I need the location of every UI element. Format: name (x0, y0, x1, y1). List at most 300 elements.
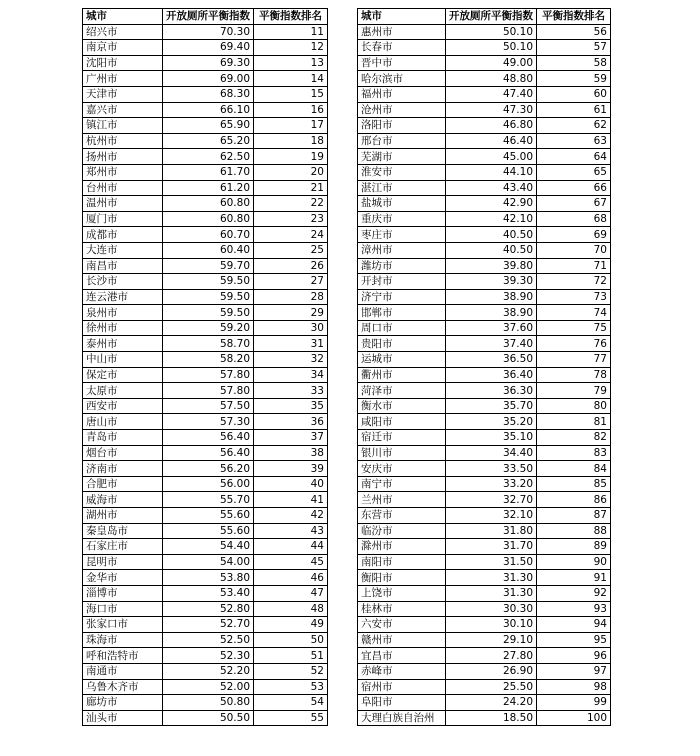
table-row (358, 461, 611, 477)
city-cell: 呼和浩特市 (83, 648, 163, 664)
table-row (358, 617, 611, 633)
index-cell: 36.30 (446, 383, 537, 399)
table-row (83, 430, 328, 446)
index-cell: 52.50 (163, 632, 254, 648)
rank-cell: 36 (254, 414, 328, 430)
table-row (358, 492, 611, 508)
index-cell: 62.50 (163, 149, 254, 165)
index-cell: 59.50 (163, 289, 254, 305)
rank-cell: 89 (537, 539, 611, 555)
index-cell: 24.20 (446, 695, 537, 711)
city-cell: 台州市 (83, 180, 163, 196)
table-row (83, 40, 328, 56)
city-cell: 湛江市 (358, 180, 446, 196)
city-cell: 青岛市 (83, 430, 163, 446)
table-row (358, 539, 611, 555)
table-row (83, 305, 328, 321)
index-cell: 52.00 (163, 679, 254, 695)
city-cell: 连云港市 (83, 289, 163, 305)
table-row (83, 632, 328, 648)
table-row (358, 445, 611, 461)
index-cell: 68.30 (163, 86, 254, 102)
city-cell: 上饶市 (358, 585, 446, 601)
city-cell: 安庆市 (358, 461, 446, 477)
header-index: 开放厕所平衡指数 (163, 9, 254, 25)
index-cell: 58.20 (163, 352, 254, 368)
index-cell: 33.50 (446, 461, 537, 477)
rank-cell: 44 (254, 539, 328, 555)
rank-cell: 33 (254, 383, 328, 399)
city-cell: 海口市 (83, 601, 163, 617)
index-cell: 66.10 (163, 102, 254, 118)
city-cell: 临汾市 (358, 523, 446, 539)
table-header-row (358, 9, 611, 25)
table-row (83, 289, 328, 305)
rank-cell: 25 (254, 242, 328, 258)
index-cell: 57.80 (163, 367, 254, 383)
city-cell: 长春市 (358, 40, 446, 56)
table-body-left (83, 24, 328, 726)
table-row (358, 508, 611, 524)
rank-cell: 22 (254, 196, 328, 212)
city-cell: 泉州市 (83, 305, 163, 321)
index-cell: 58.70 (163, 336, 254, 352)
index-cell: 46.40 (446, 133, 537, 149)
city-cell: 盐城市 (358, 196, 446, 212)
rank-cell: 54 (254, 695, 328, 711)
index-cell: 49.00 (446, 55, 537, 71)
city-cell: 漳州市 (358, 242, 446, 258)
city-cell: 威海市 (83, 492, 163, 508)
rank-cell: 75 (537, 320, 611, 336)
index-cell: 39.30 (446, 274, 537, 290)
city-cell: 金华市 (83, 570, 163, 586)
index-cell: 54.40 (163, 539, 254, 555)
table-row (83, 86, 328, 102)
city-cell: 张家口市 (83, 617, 163, 633)
rank-cell: 47 (254, 585, 328, 601)
index-cell: 56.00 (163, 476, 254, 492)
city-cell: 嘉兴市 (83, 102, 163, 118)
index-cell: 27.80 (446, 648, 537, 664)
city-cell: 贵阳市 (358, 336, 446, 352)
index-cell: 59.20 (163, 320, 254, 336)
rank-cell: 41 (254, 492, 328, 508)
rank-cell: 13 (254, 55, 328, 71)
rank-cell: 62 (537, 118, 611, 134)
city-cell: 汕头市 (83, 710, 163, 726)
rank-cell: 83 (537, 445, 611, 461)
rank-cell: 52 (254, 663, 328, 679)
index-cell: 59.50 (163, 305, 254, 321)
table-row (83, 492, 328, 508)
index-cell: 32.70 (446, 492, 537, 508)
index-cell: 57.30 (163, 414, 254, 430)
rank-cell: 78 (537, 367, 611, 383)
city-cell: 兰州市 (358, 492, 446, 508)
index-cell: 31.30 (446, 570, 537, 586)
table-row (358, 679, 611, 695)
city-cell: 石家庄市 (83, 539, 163, 555)
city-cell: 晋中市 (358, 55, 446, 71)
table-row (358, 320, 611, 336)
rank-cell: 85 (537, 476, 611, 492)
table-row (358, 180, 611, 196)
index-cell: 46.80 (446, 118, 537, 134)
table-row (358, 632, 611, 648)
index-cell: 29.10 (446, 632, 537, 648)
rank-cell: 46 (254, 570, 328, 586)
rank-cell: 51 (254, 648, 328, 664)
index-cell: 50.10 (446, 24, 537, 40)
rank-cell: 67 (537, 196, 611, 212)
city-cell: 昆明市 (83, 554, 163, 570)
city-cell: 衢州市 (358, 367, 446, 383)
rank-cell: 45 (254, 554, 328, 570)
index-cell: 43.40 (446, 180, 537, 196)
table-row (83, 663, 328, 679)
table-row (358, 367, 611, 383)
index-cell: 32.10 (446, 508, 537, 524)
index-cell: 44.10 (446, 164, 537, 180)
header-city: 城市 (83, 9, 163, 25)
city-cell: 淮安市 (358, 164, 446, 180)
index-cell: 45.00 (446, 149, 537, 165)
rank-cell: 99 (537, 695, 611, 711)
city-cell: 烟台市 (83, 445, 163, 461)
index-cell: 69.40 (163, 40, 254, 56)
city-cell: 杭州市 (83, 133, 163, 149)
table-row (358, 352, 611, 368)
rank-cell: 21 (254, 180, 328, 196)
index-cell: 36.40 (446, 367, 537, 383)
table-row (358, 55, 611, 71)
table-row (358, 414, 611, 430)
index-cell: 37.40 (446, 336, 537, 352)
rank-cell: 26 (254, 258, 328, 274)
table-row (83, 585, 328, 601)
index-cell: 35.20 (446, 414, 537, 430)
rank-cell: 97 (537, 663, 611, 679)
city-cell: 太原市 (83, 383, 163, 399)
index-cell: 47.40 (446, 86, 537, 102)
table-row (358, 430, 611, 446)
rank-cell: 27 (254, 274, 328, 290)
table-row (358, 211, 611, 227)
index-cell: 39.80 (446, 258, 537, 274)
index-cell: 55.60 (163, 508, 254, 524)
rank-cell: 64 (537, 149, 611, 165)
table-row (358, 570, 611, 586)
rank-cell: 42 (254, 508, 328, 524)
city-cell: 南京市 (83, 40, 163, 56)
table-row (83, 398, 328, 414)
index-cell: 53.40 (163, 585, 254, 601)
table-row (358, 585, 611, 601)
city-cell: 南阳市 (358, 554, 446, 570)
rank-cell: 81 (537, 414, 611, 430)
city-cell: 南昌市 (83, 258, 163, 274)
city-cell: 哈尔滨市 (358, 71, 446, 87)
index-cell: 56.20 (163, 461, 254, 477)
index-cell: 52.30 (163, 648, 254, 664)
table-row (358, 24, 611, 40)
rank-cell: 32 (254, 352, 328, 368)
city-cell: 秦皇岛市 (83, 523, 163, 539)
city-cell: 六安市 (358, 617, 446, 633)
rank-cell: 29 (254, 305, 328, 321)
table-row (358, 102, 611, 118)
index-cell: 33.20 (446, 476, 537, 492)
table-row (83, 24, 328, 40)
index-cell: 42.90 (446, 196, 537, 212)
table-row (358, 274, 611, 290)
city-cell: 咸阳市 (358, 414, 446, 430)
index-cell: 55.70 (163, 492, 254, 508)
index-cell: 36.50 (446, 352, 537, 368)
index-cell: 57.50 (163, 398, 254, 414)
city-cell: 芜湖市 (358, 149, 446, 165)
index-cell: 60.80 (163, 196, 254, 212)
table-row (358, 133, 611, 149)
index-cell: 52.70 (163, 617, 254, 633)
city-cell: 济宁市 (358, 289, 446, 305)
table-row (83, 258, 328, 274)
index-cell: 38.90 (446, 289, 537, 305)
index-cell: 65.90 (163, 118, 254, 134)
index-cell: 26.90 (446, 663, 537, 679)
table-row (358, 336, 611, 352)
rank-cell: 11 (254, 24, 328, 40)
city-cell: 徐州市 (83, 320, 163, 336)
table-row (83, 180, 328, 196)
city-cell: 合肥市 (83, 476, 163, 492)
city-cell: 济南市 (83, 461, 163, 477)
rank-cell: 66 (537, 180, 611, 196)
table-row (83, 55, 328, 71)
table-row (83, 523, 328, 539)
index-cell: 42.10 (446, 211, 537, 227)
rank-cell: 100 (537, 710, 611, 726)
city-cell: 洛阳市 (358, 118, 446, 134)
index-cell: 61.20 (163, 180, 254, 196)
ranking-table-right (357, 8, 611, 726)
city-cell: 枣庄市 (358, 227, 446, 243)
city-cell: 银川市 (358, 445, 446, 461)
table-row (83, 414, 328, 430)
table-row (358, 305, 611, 321)
table-row (83, 149, 328, 165)
city-cell: 西安市 (83, 398, 163, 414)
index-cell: 30.10 (446, 617, 537, 633)
city-cell: 宜昌市 (358, 648, 446, 664)
rank-cell: 71 (537, 258, 611, 274)
index-cell: 60.40 (163, 242, 254, 258)
table-row (83, 227, 328, 243)
city-cell: 大连市 (83, 242, 163, 258)
index-cell: 52.20 (163, 663, 254, 679)
table-row (83, 679, 328, 695)
index-cell: 50.80 (163, 695, 254, 711)
table-row (358, 258, 611, 274)
rank-cell: 53 (254, 679, 328, 695)
city-cell: 菏泽市 (358, 383, 446, 399)
city-cell: 长沙市 (83, 274, 163, 290)
table-row (358, 601, 611, 617)
rank-cell: 61 (537, 102, 611, 118)
index-cell: 52.80 (163, 601, 254, 617)
city-cell: 南宁市 (358, 476, 446, 492)
rank-cell: 57 (537, 40, 611, 56)
rank-cell: 48 (254, 601, 328, 617)
table-row (358, 663, 611, 679)
rank-cell: 73 (537, 289, 611, 305)
rank-cell: 49 (254, 617, 328, 633)
index-cell: 30.30 (446, 601, 537, 617)
rank-cell: 37 (254, 430, 328, 446)
rank-cell: 43 (254, 523, 328, 539)
rank-cell: 31 (254, 336, 328, 352)
index-cell: 54.00 (163, 554, 254, 570)
table-body-right (358, 24, 611, 726)
rank-cell: 30 (254, 320, 328, 336)
table-row (358, 227, 611, 243)
table-row (83, 320, 328, 336)
city-cell: 郑州市 (83, 164, 163, 180)
table-row (83, 196, 328, 212)
city-cell: 广州市 (83, 71, 163, 87)
rank-cell: 17 (254, 118, 328, 134)
table-row (358, 289, 611, 305)
rank-cell: 96 (537, 648, 611, 664)
rank-cell: 88 (537, 523, 611, 539)
rank-cell: 50 (254, 632, 328, 648)
index-cell: 31.70 (446, 539, 537, 555)
rank-cell: 18 (254, 133, 328, 149)
table-row (358, 476, 611, 492)
table-row (83, 133, 328, 149)
table-row (83, 617, 328, 633)
city-cell: 宿迁市 (358, 430, 446, 446)
city-cell: 桂林市 (358, 601, 446, 617)
index-cell: 65.20 (163, 133, 254, 149)
rank-cell: 56 (537, 24, 611, 40)
rank-cell: 77 (537, 352, 611, 368)
city-cell: 衡水市 (358, 398, 446, 414)
city-cell: 周口市 (358, 320, 446, 336)
table-row (83, 164, 328, 180)
rank-cell: 39 (254, 461, 328, 477)
table-row (83, 102, 328, 118)
table-row (358, 164, 611, 180)
table-row (358, 71, 611, 87)
rank-cell: 84 (537, 461, 611, 477)
table-row (358, 398, 611, 414)
rank-cell: 38 (254, 445, 328, 461)
index-cell: 53.80 (163, 570, 254, 586)
header-rank: 平衡指数排名 (537, 9, 611, 25)
index-cell: 25.50 (446, 679, 537, 695)
city-cell: 珠海市 (83, 632, 163, 648)
rank-cell: 59 (537, 71, 611, 87)
table-row (358, 149, 611, 165)
table-row (83, 710, 328, 726)
city-cell: 中山市 (83, 352, 163, 368)
rank-cell: 95 (537, 632, 611, 648)
table-row (358, 648, 611, 664)
index-cell: 48.80 (446, 71, 537, 87)
rank-cell: 16 (254, 102, 328, 118)
table-row (83, 336, 328, 352)
rank-cell: 76 (537, 336, 611, 352)
index-cell: 40.50 (446, 227, 537, 243)
city-cell: 廊坊市 (83, 695, 163, 711)
table-row (83, 352, 328, 368)
index-cell: 50.50 (163, 710, 254, 726)
rank-cell: 72 (537, 274, 611, 290)
table-row (83, 211, 328, 227)
table-row (358, 242, 611, 258)
index-cell: 38.90 (446, 305, 537, 321)
ranking-table-left (82, 8, 328, 726)
city-cell: 大理白族自治州 (358, 710, 446, 726)
city-cell: 淄博市 (83, 585, 163, 601)
header-rank: 平衡指数排名 (254, 9, 328, 25)
city-cell: 绍兴市 (83, 24, 163, 40)
index-cell: 31.80 (446, 523, 537, 539)
city-cell: 重庆市 (358, 211, 446, 227)
index-cell: 40.50 (446, 242, 537, 258)
city-cell: 扬州市 (83, 149, 163, 165)
index-cell: 56.40 (163, 430, 254, 446)
city-cell: 阜阳市 (358, 695, 446, 711)
index-cell: 47.30 (446, 102, 537, 118)
table-row (83, 118, 328, 134)
rank-cell: 40 (254, 476, 328, 492)
index-cell: 59.70 (163, 258, 254, 274)
index-cell: 57.80 (163, 383, 254, 399)
index-cell: 70.30 (163, 24, 254, 40)
city-cell: 邢台市 (358, 133, 446, 149)
index-cell: 35.70 (446, 398, 537, 414)
table-row (358, 383, 611, 399)
table-row (83, 570, 328, 586)
city-cell: 潍坊市 (358, 258, 446, 274)
rank-cell: 35 (254, 398, 328, 414)
rank-cell: 69 (537, 227, 611, 243)
rank-cell: 15 (254, 86, 328, 102)
city-cell: 镇江市 (83, 118, 163, 134)
header-index: 开放厕所平衡指数 (446, 9, 537, 25)
index-cell: 31.30 (446, 585, 537, 601)
rank-cell: 92 (537, 585, 611, 601)
rank-cell: 74 (537, 305, 611, 321)
table-row (83, 476, 328, 492)
rank-cell: 94 (537, 617, 611, 633)
rank-cell: 87 (537, 508, 611, 524)
city-cell: 运城市 (358, 352, 446, 368)
table-row (83, 445, 328, 461)
table-header-row (83, 9, 328, 25)
index-cell: 34.40 (446, 445, 537, 461)
table-row (83, 274, 328, 290)
table-row (83, 695, 328, 711)
city-cell: 宿州市 (358, 679, 446, 695)
index-cell: 69.00 (163, 71, 254, 87)
city-cell: 赣州市 (358, 632, 446, 648)
city-cell: 滁州市 (358, 539, 446, 555)
table-row (358, 710, 611, 726)
